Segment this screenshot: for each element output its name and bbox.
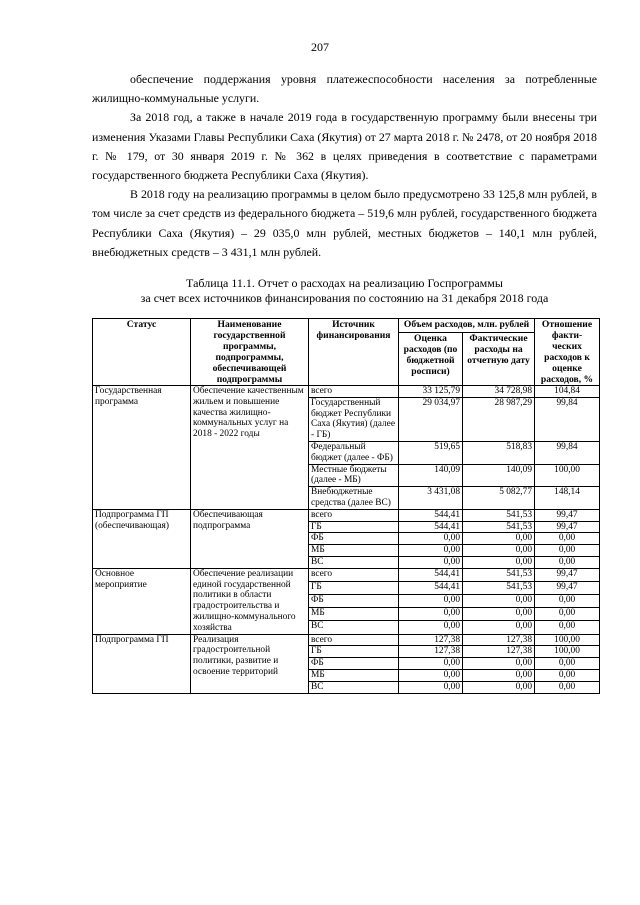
caption-line: за счет всех источников финансирования по состоянию на 31 декабря 2018 года [140, 291, 549, 305]
cell-program-name: Обеспечение реализации единой государственной политики в области градостроительства и жилищно-коммунального хозяйства [191, 568, 309, 634]
cell-ratio: 0,00 [535, 681, 600, 693]
cell-source: всего [309, 634, 399, 646]
cell-estimate: 33 125,79 [399, 386, 463, 398]
header-ratio: Отношение факти-ческих расходов к оценке расходов, % [535, 319, 600, 386]
header-estimate: Оценка расходов (по бюджетной росписи) [399, 333, 463, 386]
cell-estimate: 0,00 [399, 533, 463, 545]
cell-estimate: 29 034,97 [399, 397, 463, 441]
cell-estimate: 127,38 [399, 646, 463, 658]
paragraph: За 2018 год, а также в начале 2019 года в государственную программу были внесены три изменения Указами Главы Республики Саха (Якутия) от 27 марта 2018 г. № 2478, от 20 ноября 2018 г. № 179, от 30 января 2019 г. № 362 в целях приведения в соответствие с параметрами государственного бюджета Республики Саха (Якутия). [92, 110, 597, 183]
cell-program-name: Обеспечение качественным жильем и повышение качества жилищно-коммунальных услуг на 2018 - 2022 годы [191, 386, 309, 510]
header-volume: Объем расходов, млн. рублей [399, 319, 535, 333]
cell-actual: 28 987,29 [463, 397, 535, 441]
cell-ratio: 99,84 [535, 397, 600, 441]
table-caption [92, 276, 597, 306]
cell-source: всего [309, 509, 399, 521]
cell-estimate: 519,65 [399, 441, 463, 464]
cell-actual: 0,00 [463, 681, 535, 693]
cell-actual: 0,00 [463, 545, 535, 557]
cell-source: ГБ [309, 521, 399, 533]
cell-estimate: 544,41 [399, 509, 463, 521]
cell-ratio: 0,00 [535, 556, 600, 568]
body-text [92, 70, 597, 262]
cell-actual: 0,00 [463, 595, 535, 608]
paragraph: В 2018 году на реализацию программы в целом было предусмотрено 33 125,8 млн рублей, в том числе за счет средств из федерального бюджета – 519,6 млн рублей, государственного бюджета Республики Саха (Якутия) – 29 035,0 млн рублей, местных бюджетов – 140,1 млн рублей, внебюджетных средств – 3 431,1 млн рублей. [92, 187, 597, 259]
table-body [93, 386, 600, 694]
cell-ratio: 99,47 [535, 581, 600, 594]
cell-actual: 0,00 [463, 556, 535, 568]
cell-actual: 541,53 [463, 581, 535, 594]
cell-actual: 140,09 [463, 464, 535, 487]
cell-ratio: 99,47 [535, 568, 600, 581]
cell-source: Местные бюджеты (далее - МБ) [309, 464, 399, 487]
cell-source: МБ [309, 669, 399, 681]
header-actual: Фактические расходы на отчетную дату [463, 333, 535, 386]
paragraph: обеспечение поддержания уровня платежеспособности населения за потребленные жилищно-коммунальные услуги. [92, 72, 597, 106]
cell-source: Государственный бюджет Республики Саха (Якутия) (далее - ГБ) [309, 397, 399, 441]
table-row [93, 568, 600, 581]
cell-estimate: 0,00 [399, 669, 463, 681]
header-source: Источник финансирования [309, 319, 399, 386]
cell-actual: 0,00 [463, 658, 535, 670]
caption-line: Таблица 11.1. Отчет о расходах на реализацию Госпрограммы [186, 276, 503, 290]
table-row [93, 634, 600, 646]
cell-program-name: Реализация градостроительной политики, развитие и освоение территорий [191, 634, 309, 693]
cell-ratio: 104,84 [535, 386, 600, 398]
cell-status: Основное мероприятие [93, 568, 191, 634]
cell-estimate: 544,41 [399, 568, 463, 581]
cell-ratio: 0,00 [535, 533, 600, 545]
cell-ratio: 100,00 [535, 646, 600, 658]
cell-source: ФБ [309, 658, 399, 670]
cell-source: ФБ [309, 595, 399, 608]
cell-source: МБ [309, 545, 399, 557]
cell-estimate: 127,38 [399, 634, 463, 646]
cell-actual: 0,00 [463, 608, 535, 621]
cell-actual: 0,00 [463, 621, 535, 634]
cell-source: ВС [309, 556, 399, 568]
cell-source: всего [309, 568, 399, 581]
cell-actual: 0,00 [463, 669, 535, 681]
expense-report-table [92, 318, 600, 694]
cell-actual: 541,53 [463, 509, 535, 521]
page-number: 207 [311, 40, 329, 54]
cell-ratio: 0,00 [535, 608, 600, 621]
cell-ratio: 148,14 [535, 487, 600, 510]
cell-ratio: 100,00 [535, 464, 600, 487]
cell-actual: 5 082,77 [463, 487, 535, 510]
cell-estimate: 544,41 [399, 581, 463, 594]
cell-source: МБ [309, 608, 399, 621]
cell-source: ГБ [309, 646, 399, 658]
cell-actual: 127,38 [463, 646, 535, 658]
cell-estimate: 0,00 [399, 658, 463, 670]
cell-actual: 34 728,98 [463, 386, 535, 398]
cell-estimate: 544,41 [399, 521, 463, 533]
cell-estimate: 0,00 [399, 595, 463, 608]
cell-estimate: 0,00 [399, 608, 463, 621]
cell-ratio: 99,84 [535, 441, 600, 464]
cell-ratio: 0,00 [535, 658, 600, 670]
cell-source: Внебюджетные средства (далее ВС) [309, 487, 399, 510]
cell-estimate: 140,09 [399, 464, 463, 487]
cell-ratio: 0,00 [535, 669, 600, 681]
cell-source: ГБ [309, 581, 399, 594]
cell-status: Подпрограмма ГП (обеспечивающая) [93, 509, 191, 568]
cell-ratio: 0,00 [535, 621, 600, 634]
header-name: Наименование государственной программы, подпрограммы, обеспечивающей подпрограммы [191, 319, 309, 386]
cell-estimate: 0,00 [399, 621, 463, 634]
cell-status: Подпрограмма ГП [93, 634, 191, 693]
table-row [93, 386, 600, 398]
cell-ratio: 100,00 [535, 634, 600, 646]
cell-actual: 0,00 [463, 533, 535, 545]
cell-estimate: 3 431,08 [399, 487, 463, 510]
cell-actual: 541,53 [463, 568, 535, 581]
cell-source: ВС [309, 681, 399, 693]
cell-ratio: 99,47 [535, 521, 600, 533]
cell-program-name: Обеспечивающая подпрограмма [191, 509, 309, 568]
table-row [93, 509, 600, 521]
header-status: Статус [93, 319, 191, 386]
cell-actual: 127,38 [463, 634, 535, 646]
cell-actual: 541,53 [463, 521, 535, 533]
cell-source: всего [309, 386, 399, 398]
cell-source: ВС [309, 621, 399, 634]
cell-estimate: 0,00 [399, 545, 463, 557]
cell-estimate: 0,00 [399, 681, 463, 693]
cell-actual: 518,83 [463, 441, 535, 464]
cell-ratio: 0,00 [535, 545, 600, 557]
cell-source: ФБ [309, 533, 399, 545]
cell-ratio: 0,00 [535, 595, 600, 608]
cell-estimate: 0,00 [399, 556, 463, 568]
cell-status: Государственная программа [93, 386, 191, 510]
cell-ratio: 99,47 [535, 509, 600, 521]
cell-source: Федеральный бюджет (далее - ФБ) [309, 441, 399, 464]
